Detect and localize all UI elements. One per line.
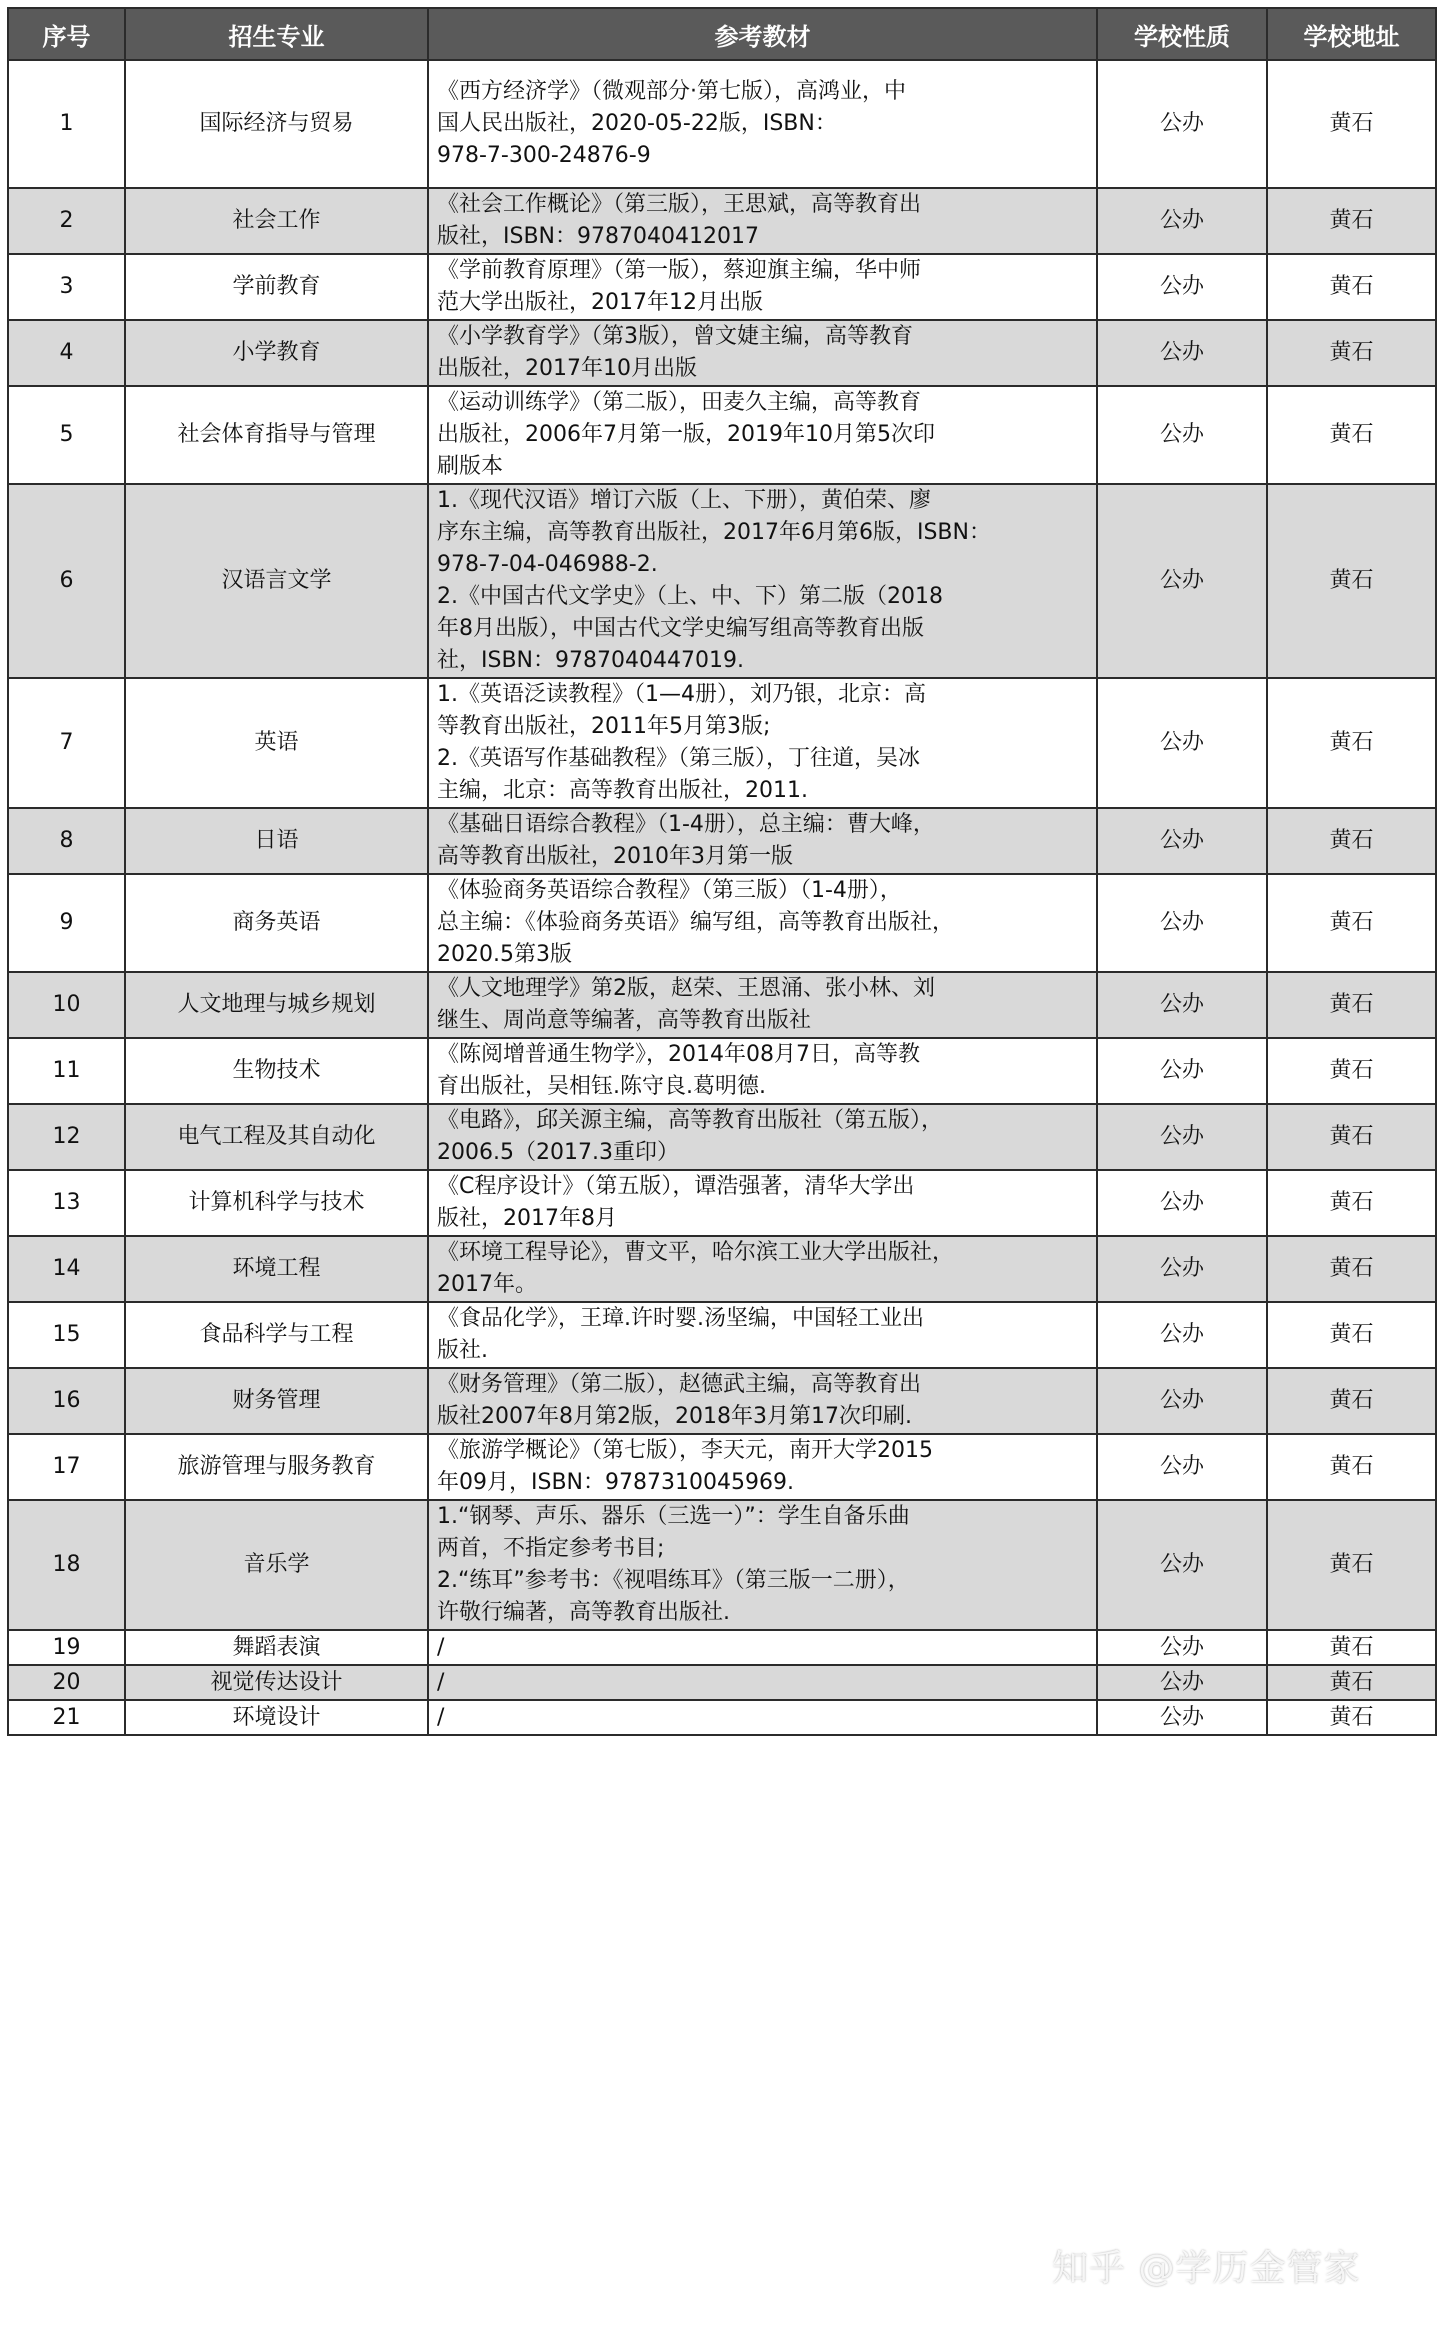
row-major: 食品科学与工程: [125, 1302, 428, 1368]
textbook-table: [7, 7, 1437, 1736]
row-major: 财务管理: [125, 1368, 428, 1434]
row-school-type: 公办: [1097, 1665, 1267, 1700]
row-textbook: 《财务管理》（第二版），赵德武主编，高等教育出 版社2007年8月第2版，2018年3月第17次印刷.: [428, 1368, 1097, 1434]
table-row: [8, 1665, 1436, 1700]
table-row: [8, 972, 1436, 1038]
row-textbook: 《小学教育学》（第3版），曾文婕主编，高等教育 出版社，2017年10月出版: [428, 320, 1097, 386]
row-major: 日语: [125, 808, 428, 874]
row-major: 汉语言文学: [125, 484, 428, 678]
row-school-location: 黄石: [1267, 972, 1436, 1038]
header-school-type: 学校性质: [1097, 8, 1267, 60]
row-textbook: 《人文地理学》第2版，赵荣、王恩涌、张小林、刘 继生、周尚意等编著，高等教育出版社: [428, 972, 1097, 1038]
header-textbook: 参考教材: [428, 8, 1097, 60]
row-index: 19: [8, 1630, 125, 1665]
row-textbook: 《环境工程导论》，曹文平，哈尔滨工业大学出版社， 2017年。: [428, 1236, 1097, 1302]
row-school-location: 黄石: [1267, 1700, 1436, 1735]
row-school-type: 公办: [1097, 1500, 1267, 1630]
row-school-type: 公办: [1097, 1170, 1267, 1236]
table-row: [8, 320, 1436, 386]
row-index: 4: [8, 320, 125, 386]
row-major: 旅游管理与服务教育: [125, 1434, 428, 1500]
row-index: 1: [8, 60, 125, 188]
table-header-row: [8, 8, 1436, 60]
row-school-location: 黄石: [1267, 1665, 1436, 1700]
row-school-location: 黄石: [1267, 678, 1436, 808]
row-school-location: 黄石: [1267, 1170, 1436, 1236]
row-textbook: 《电路》，邱关源主编，高等教育出版社（第五版）， 2006.5（2017.3重印）: [428, 1104, 1097, 1170]
table-row: [8, 1500, 1436, 1630]
textbook-table-container: [7, 7, 1435, 1736]
row-textbook: 《运动训练学》（第二版），田麦久主编，高等教育 出版社，2006年7月第一版，2019年10月第5次印 刷版本: [428, 386, 1097, 484]
watermark: 知乎 @学历金管家: [1052, 2248, 1361, 2289]
row-school-type: 公办: [1097, 1038, 1267, 1104]
row-index: 14: [8, 1236, 125, 1302]
row-index: 15: [8, 1302, 125, 1368]
row-major: 学前教育: [125, 254, 428, 320]
row-major: 舞蹈表演: [125, 1630, 428, 1665]
row-school-location: 黄石: [1267, 1104, 1436, 1170]
row-textbook: 《西方经济学》（微观部分·第七版），高鸿业，中 国人民出版社，2020-05-22版，ISBN： 978-7-300-24876-9: [428, 60, 1097, 188]
row-textbook: 《体验商务英语综合教程》（第三版）（1-4册）， 总主编：《体验商务英语》编写组，高等教育出版社， 2020.5第3版: [428, 874, 1097, 972]
table-row: [8, 1700, 1436, 1735]
row-textbook: 《学前教育原理》（第一版），蔡迎旗主编，华中师 范大学出版社，2017年12月出版: [428, 254, 1097, 320]
row-major: 生物技术: [125, 1038, 428, 1104]
table-row: [8, 1302, 1436, 1368]
table-row: [8, 1434, 1436, 1500]
table-row: [8, 60, 1436, 188]
row-major: 小学教育: [125, 320, 428, 386]
row-school-location: 黄石: [1267, 808, 1436, 874]
row-major: 社会工作: [125, 188, 428, 254]
row-major: 电气工程及其自动化: [125, 1104, 428, 1170]
row-school-location: 黄石: [1267, 1038, 1436, 1104]
row-school-location: 黄石: [1267, 386, 1436, 484]
row-major: 国际经济与贸易: [125, 60, 428, 188]
row-school-type: 公办: [1097, 1368, 1267, 1434]
row-school-location: 黄石: [1267, 1368, 1436, 1434]
table-row: [8, 1236, 1436, 1302]
row-index: 6: [8, 484, 125, 678]
row-school-location: 黄石: [1267, 320, 1436, 386]
row-index: 7: [8, 678, 125, 808]
row-index: 17: [8, 1434, 125, 1500]
row-major: 商务英语: [125, 874, 428, 972]
row-major: 环境工程: [125, 1236, 428, 1302]
row-major: 视觉传达设计: [125, 1665, 428, 1700]
row-school-type: 公办: [1097, 1104, 1267, 1170]
row-school-location: 黄石: [1267, 254, 1436, 320]
row-textbook: 《社会工作概论》（第三版），王思斌，高等教育出 版社，ISBN：9787040412017: [428, 188, 1097, 254]
row-school-location: 黄石: [1267, 1236, 1436, 1302]
row-major: 社会体育指导与管理: [125, 386, 428, 484]
table-row: [8, 678, 1436, 808]
row-textbook: /: [428, 1630, 1097, 1665]
row-index: 18: [8, 1500, 125, 1630]
row-index: 20: [8, 1665, 125, 1700]
row-school-type: 公办: [1097, 678, 1267, 808]
row-school-type: 公办: [1097, 1302, 1267, 1368]
row-major: 英语: [125, 678, 428, 808]
row-textbook: 《基础日语综合教程》（1-4册），总主编：曹大峰， 高等教育出版社，2010年3月第一版: [428, 808, 1097, 874]
row-school-type: 公办: [1097, 808, 1267, 874]
row-school-type: 公办: [1097, 1434, 1267, 1500]
row-index: 9: [8, 874, 125, 972]
table-row: [8, 1368, 1436, 1434]
row-textbook: 《C程序设计》（第五版），谭浩强著，清华大学出 版社，2017年8月: [428, 1170, 1097, 1236]
row-textbook: 《食品化学》，王璋.许时婴.汤坚编，中国轻工业出 版社.: [428, 1302, 1097, 1368]
table-row: [8, 386, 1436, 484]
row-major: 音乐学: [125, 1500, 428, 1630]
row-textbook: 1.《现代汉语》增订六版（上、下册），黄伯荣、廖 序东主编，高等教育出版社，2017年6月第6版，ISBN： 978-7-04-046988-2. 2.《中国古代文学史》（上、中、下）第二版（2018 年8月出版），中国古代文学史编写组高等教育出版 社，ISBN：9787040447019.: [428, 484, 1097, 678]
row-index: 21: [8, 1700, 125, 1735]
row-school-location: 黄石: [1267, 1500, 1436, 1630]
row-index: 12: [8, 1104, 125, 1170]
row-school-location: 黄石: [1267, 484, 1436, 678]
row-school-type: 公办: [1097, 60, 1267, 188]
table-row: [8, 188, 1436, 254]
table-row: [8, 254, 1436, 320]
row-school-type: 公办: [1097, 484, 1267, 678]
row-school-type: 公办: [1097, 188, 1267, 254]
table-row: [8, 1170, 1436, 1236]
table-body: [8, 60, 1436, 1735]
row-major: 环境设计: [125, 1700, 428, 1735]
table-row: [8, 808, 1436, 874]
row-school-location: 黄石: [1267, 874, 1436, 972]
row-textbook: 《旅游学概论》（第七版），李天元，南开大学2015 年09月，ISBN：9787310045969.: [428, 1434, 1097, 1500]
header-school-location: 学校地址: [1267, 8, 1436, 60]
row-textbook: /: [428, 1665, 1097, 1700]
row-index: 10: [8, 972, 125, 1038]
row-school-type: 公办: [1097, 874, 1267, 972]
row-school-type: 公办: [1097, 320, 1267, 386]
row-school-type: 公办: [1097, 972, 1267, 1038]
row-index: 8: [8, 808, 125, 874]
row-school-type: 公办: [1097, 1630, 1267, 1665]
row-major: 人文地理与城乡规划: [125, 972, 428, 1038]
row-school-type: 公办: [1097, 1236, 1267, 1302]
row-school-type: 公办: [1097, 386, 1267, 484]
row-school-location: 黄石: [1267, 1630, 1436, 1665]
table-row: [8, 874, 1436, 972]
header-index: 序号: [8, 8, 125, 60]
header-major: 招生专业: [125, 8, 428, 60]
row-major: 计算机科学与技术: [125, 1170, 428, 1236]
row-index: 5: [8, 386, 125, 484]
table-row: [8, 1038, 1436, 1104]
row-index: 11: [8, 1038, 125, 1104]
row-school-location: 黄石: [1267, 1434, 1436, 1500]
table-row: [8, 484, 1436, 678]
row-index: 2: [8, 188, 125, 254]
row-index: 3: [8, 254, 125, 320]
row-school-type: 公办: [1097, 1700, 1267, 1735]
table-row: [8, 1104, 1436, 1170]
row-index: 13: [8, 1170, 125, 1236]
row-textbook: 1.《英语泛读教程》（1—4册），刘乃银，北京：高 等教育出版社，2011年5月第3版; 2.《英语写作基础教程》（第三版），丁往道，吴冰 主编，北京：高等教育出版社，2011.: [428, 678, 1097, 808]
row-school-type: 公办: [1097, 254, 1267, 320]
row-textbook: /: [428, 1700, 1097, 1735]
row-school-location: 黄石: [1267, 1302, 1436, 1368]
table-row: [8, 1630, 1436, 1665]
row-index: 16: [8, 1368, 125, 1434]
row-textbook: 《陈阅增普通生物学》，2014年08月7日，高等教 育出版社，吴相钰.陈守良.葛明德.: [428, 1038, 1097, 1104]
row-school-location: 黄石: [1267, 188, 1436, 254]
row-textbook: 1.“钢琴、声乐、器乐（三选一）”：学生自备乐曲 两首，不指定参考书目; 2.“练耳”参考书：《视唱练耳》（第三版一二册）， 许敬行编著，高等教育出版社.: [428, 1500, 1097, 1630]
row-school-location: 黄石: [1267, 60, 1436, 188]
